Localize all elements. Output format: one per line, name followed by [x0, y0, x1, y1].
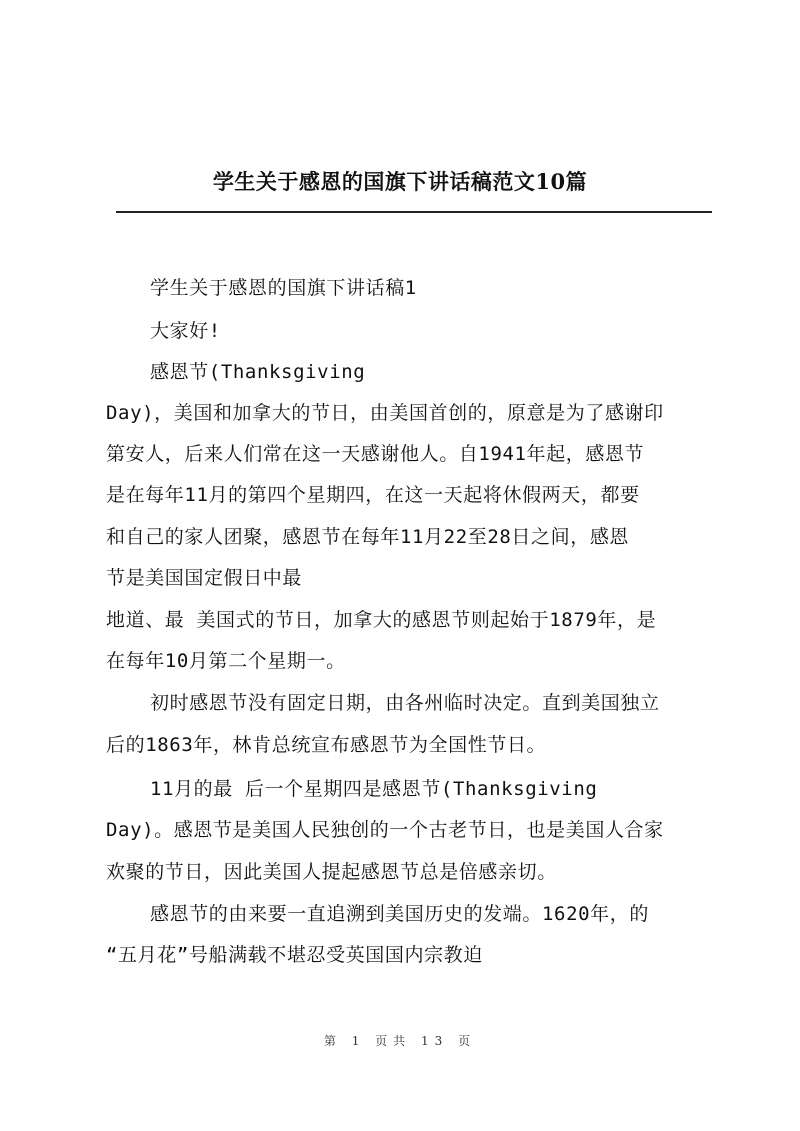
body-line: 初时感恩节没有固定日期，由各州临时决定。直到美国独立	[150, 692, 660, 714]
body-line: 感恩节的由来要一直追溯到美国历史的发端。1620年，的	[150, 903, 649, 925]
body-line: 学生关于感恩的国旗下讲话稿1	[150, 277, 417, 299]
body-line: 节是美国国定假日中最	[106, 567, 303, 589]
body-line: 第安人，后来人们常在这一天感谢他人。自1941年起，感恩节	[106, 443, 645, 465]
title-divider	[116, 211, 712, 213]
page-footer: 第 1 页共 13 页	[323, 1034, 477, 1048]
body-line: 感恩节(Thanksgiving	[150, 361, 366, 383]
body-line: 地道、最 美国式的节日，加拿大的感恩节则起始于1879年，是	[106, 609, 657, 631]
body-line: 后的1863年，林肯总统宣布感恩节为全国性节日。	[106, 734, 547, 756]
body-line: “五月花”号船满载不堪忍受英国国内宗教迫	[106, 944, 483, 966]
body-line: 欢聚的节日，因此美国人提起感恩节总是倍感亲切。	[106, 861, 557, 883]
body-line: 11月的最 后一个星期四是感恩节(Thanksgiving	[150, 778, 598, 800]
body-line: Day)。感恩节是美国人民独创的一个古老节日，也是美国人合家	[106, 819, 664, 841]
body-line: 在每年10月第二个星期一。	[106, 650, 346, 672]
body-line: 和自己的家人团聚，感恩节在每年11月22至28日之间，感恩	[106, 526, 630, 548]
document-title: 学生关于感恩的国旗下讲话稿范文10篇	[212, 169, 588, 194]
body-line: Day)，美国和加拿大的节日，由美国首创的，原意是为了感谢印	[106, 402, 664, 424]
body-line: 是在每年11月的第四个星期四，在这一天起将休假两天，都要	[106, 484, 640, 506]
body-line: 大家好!	[150, 320, 221, 342]
